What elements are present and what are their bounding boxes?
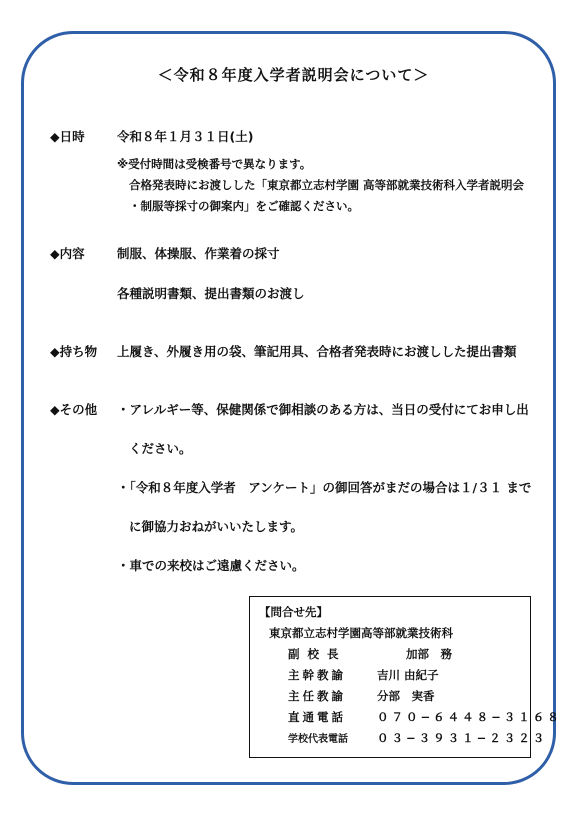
contact-box bbox=[249, 596, 562, 758]
contact-role-school-phone: 学校代表電話 bbox=[288, 734, 348, 745]
contact-role-lead-teacher: 主任教諭 bbox=[288, 689, 346, 703]
other-line-4: に御協力おねがいいたします。 bbox=[129, 519, 304, 534]
contact-name-chief-teacher: 吉川 由紀子 bbox=[377, 668, 439, 682]
contact-role-vice-principal: 副校長 bbox=[288, 647, 347, 661]
datetime-label: ◆日時 bbox=[50, 129, 85, 144]
contact-role-direct-phone: 直通電話 bbox=[288, 710, 346, 724]
contact-heading: 【問合せ先】 bbox=[259, 605, 328, 619]
other-line-5: ・車での来校はご遠慮ください。 bbox=[117, 558, 305, 573]
content-label: ◆内容 bbox=[50, 246, 85, 261]
page-title: ＜令和８年度入学者説明会について＞ bbox=[157, 66, 430, 84]
contact-name-vice-principal: 加部 務 bbox=[406, 647, 452, 661]
other-label: ◆その他 bbox=[50, 402, 98, 417]
datetime-value: 令和８年１月３１日(土) bbox=[117, 129, 254, 144]
contact-name-lead-teacher: 分部 実香 bbox=[377, 689, 435, 703]
belongings-label: ◆持ち物 bbox=[50, 344, 98, 359]
content-line-1: 制服、体操服、作業着の採寸 bbox=[117, 246, 280, 261]
contact-role-chief-teacher: 主幹教諭 bbox=[288, 668, 346, 682]
contact-school-phone-number: ０３−３９３１−２３２３ bbox=[377, 731, 548, 745]
other-line-2: ください。 bbox=[129, 441, 192, 456]
datetime-note-3: ・制服等採寸の御案内」をご確認ください。 bbox=[129, 199, 359, 213]
other-line-1: ・アレルギー等、保健関係で御相談のある方は、当日の受付にてお申し出 bbox=[117, 402, 529, 417]
other-line-3: ・「令和８年度入学者 アンケート」の御回答がまだの場合は１/３１ まで bbox=[117, 480, 532, 495]
contact-direct-phone-number: ０７０−６４４８−３１６８ bbox=[377, 710, 562, 724]
contact-organization: 東京都立志村学園高等部就業技術科 bbox=[269, 626, 453, 640]
datetime-note-2: 合格発表時にお渡しした「東京都立志村学園 高等部就業技術科入学者説明会 bbox=[129, 178, 524, 192]
datetime-note-1: ※受付時間は受検番号で異なります。 bbox=[117, 157, 312, 171]
belongings-value: 上履き、外履き用の袋、筆記用具、合格者発表時にお渡しした提出書類 bbox=[117, 344, 517, 359]
content-line-2: 各種説明書類、提出書類のお渡し bbox=[117, 286, 305, 301]
